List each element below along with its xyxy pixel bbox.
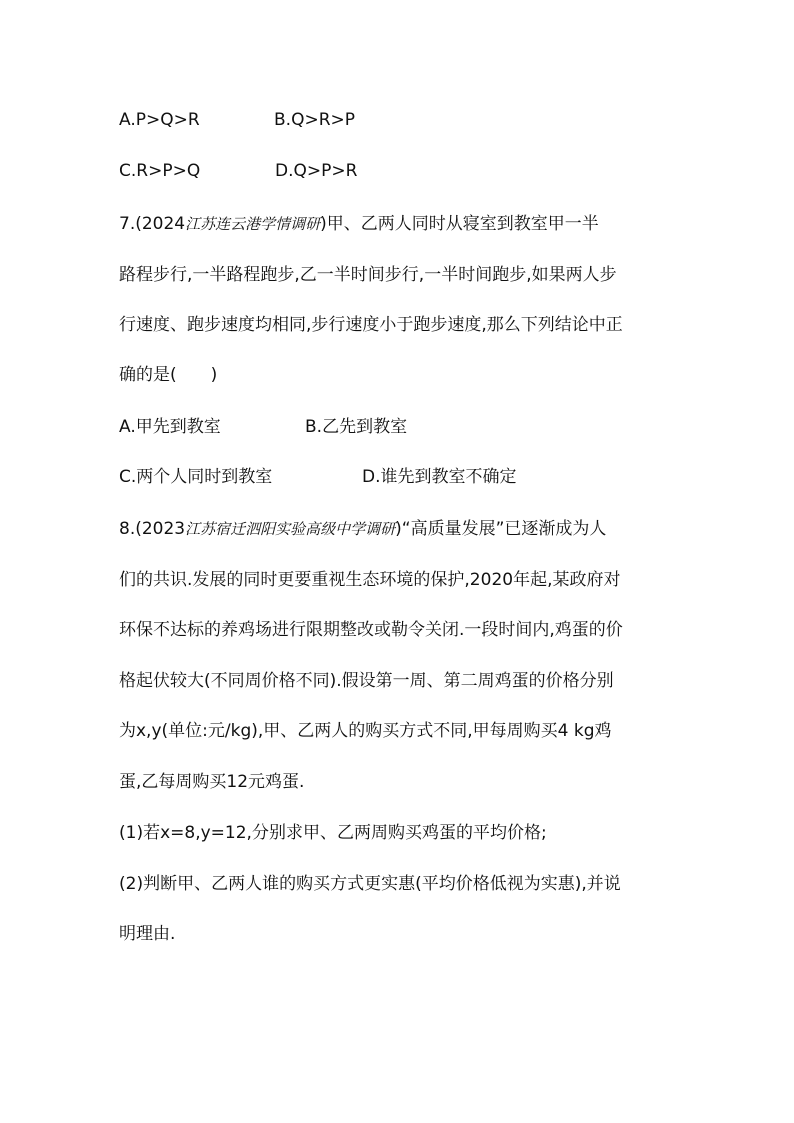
- q8-text-1: )“高质量发展”已逐渐成为人: [395, 519, 607, 539]
- q7-option-d[interactable]: D.谁先到教室不确定: [362, 467, 517, 487]
- q8-subquestion-1: (1)若x=8,y=12,分别求甲、乙两周购买鸡蛋的平均价格;: [119, 823, 547, 843]
- q7-line-4: 确的是( ): [119, 365, 218, 385]
- q8-subquestion-2-line-1: (2)判断甲、乙两人谁的购买方式更实惠(平均价格低视为实惠),并说: [119, 874, 621, 894]
- q8-subquestion-2-line-2: 明理由.: [119, 924, 176, 944]
- q7-option-b[interactable]: B.乙先到教室: [305, 417, 408, 437]
- q8-line-5: 为x,y(单位:元/kg),甲、乙两人的购买方式不同,甲每周购买4 kg鸡: [119, 721, 612, 741]
- q8-number: 8.(2023: [119, 519, 186, 539]
- q7-line-3: 行速度、跑步速度均相同,步行速度小于跑步速度,那么下列结论中正: [119, 315, 623, 335]
- q8-line-3: 环保不达标的养鸡场进行限期整改或勒令关闭.一段时间内,鸡蛋的价: [119, 620, 623, 640]
- q8-line-4: 格起伏较大(不同周价格不同).假设第一周、第二周鸡蛋的价格分别: [119, 671, 614, 691]
- q6-option-a[interactable]: A.P>Q>R: [119, 110, 200, 130]
- q7-text-1: )甲、乙两人同时从寝室到教室甲一半: [320, 214, 599, 234]
- q7-line-1: [119, 212, 599, 236]
- q8-line-6: 蛋,乙每周购买12元鸡蛋.: [119, 772, 305, 792]
- q6-option-d[interactable]: D.Q>P>R: [275, 161, 358, 181]
- q7-option-a[interactable]: A.甲先到教室: [119, 417, 221, 437]
- q8-line-2: 们的共识.发展的同时更要重视生态环境的保护,2020年起,某政府对: [119, 570, 621, 590]
- q7-option-c[interactable]: C.两个人同时到教室: [119, 467, 273, 487]
- q6-option-c[interactable]: C.R>P>Q: [119, 161, 201, 181]
- q8-line-1: [119, 517, 606, 541]
- q6-option-b[interactable]: B.Q>R>P: [274, 110, 355, 130]
- q7-number: 7.(2024: [119, 214, 186, 234]
- q7-source: 江苏连云港学情调研: [185, 215, 321, 233]
- q7-line-2: 路程步行,一半路程跑步,乙一半时间步行,一半时间跑步,如果两人步: [119, 265, 617, 285]
- q8-source: 江苏宿迁泗阳实验高级中学调研: [185, 520, 396, 538]
